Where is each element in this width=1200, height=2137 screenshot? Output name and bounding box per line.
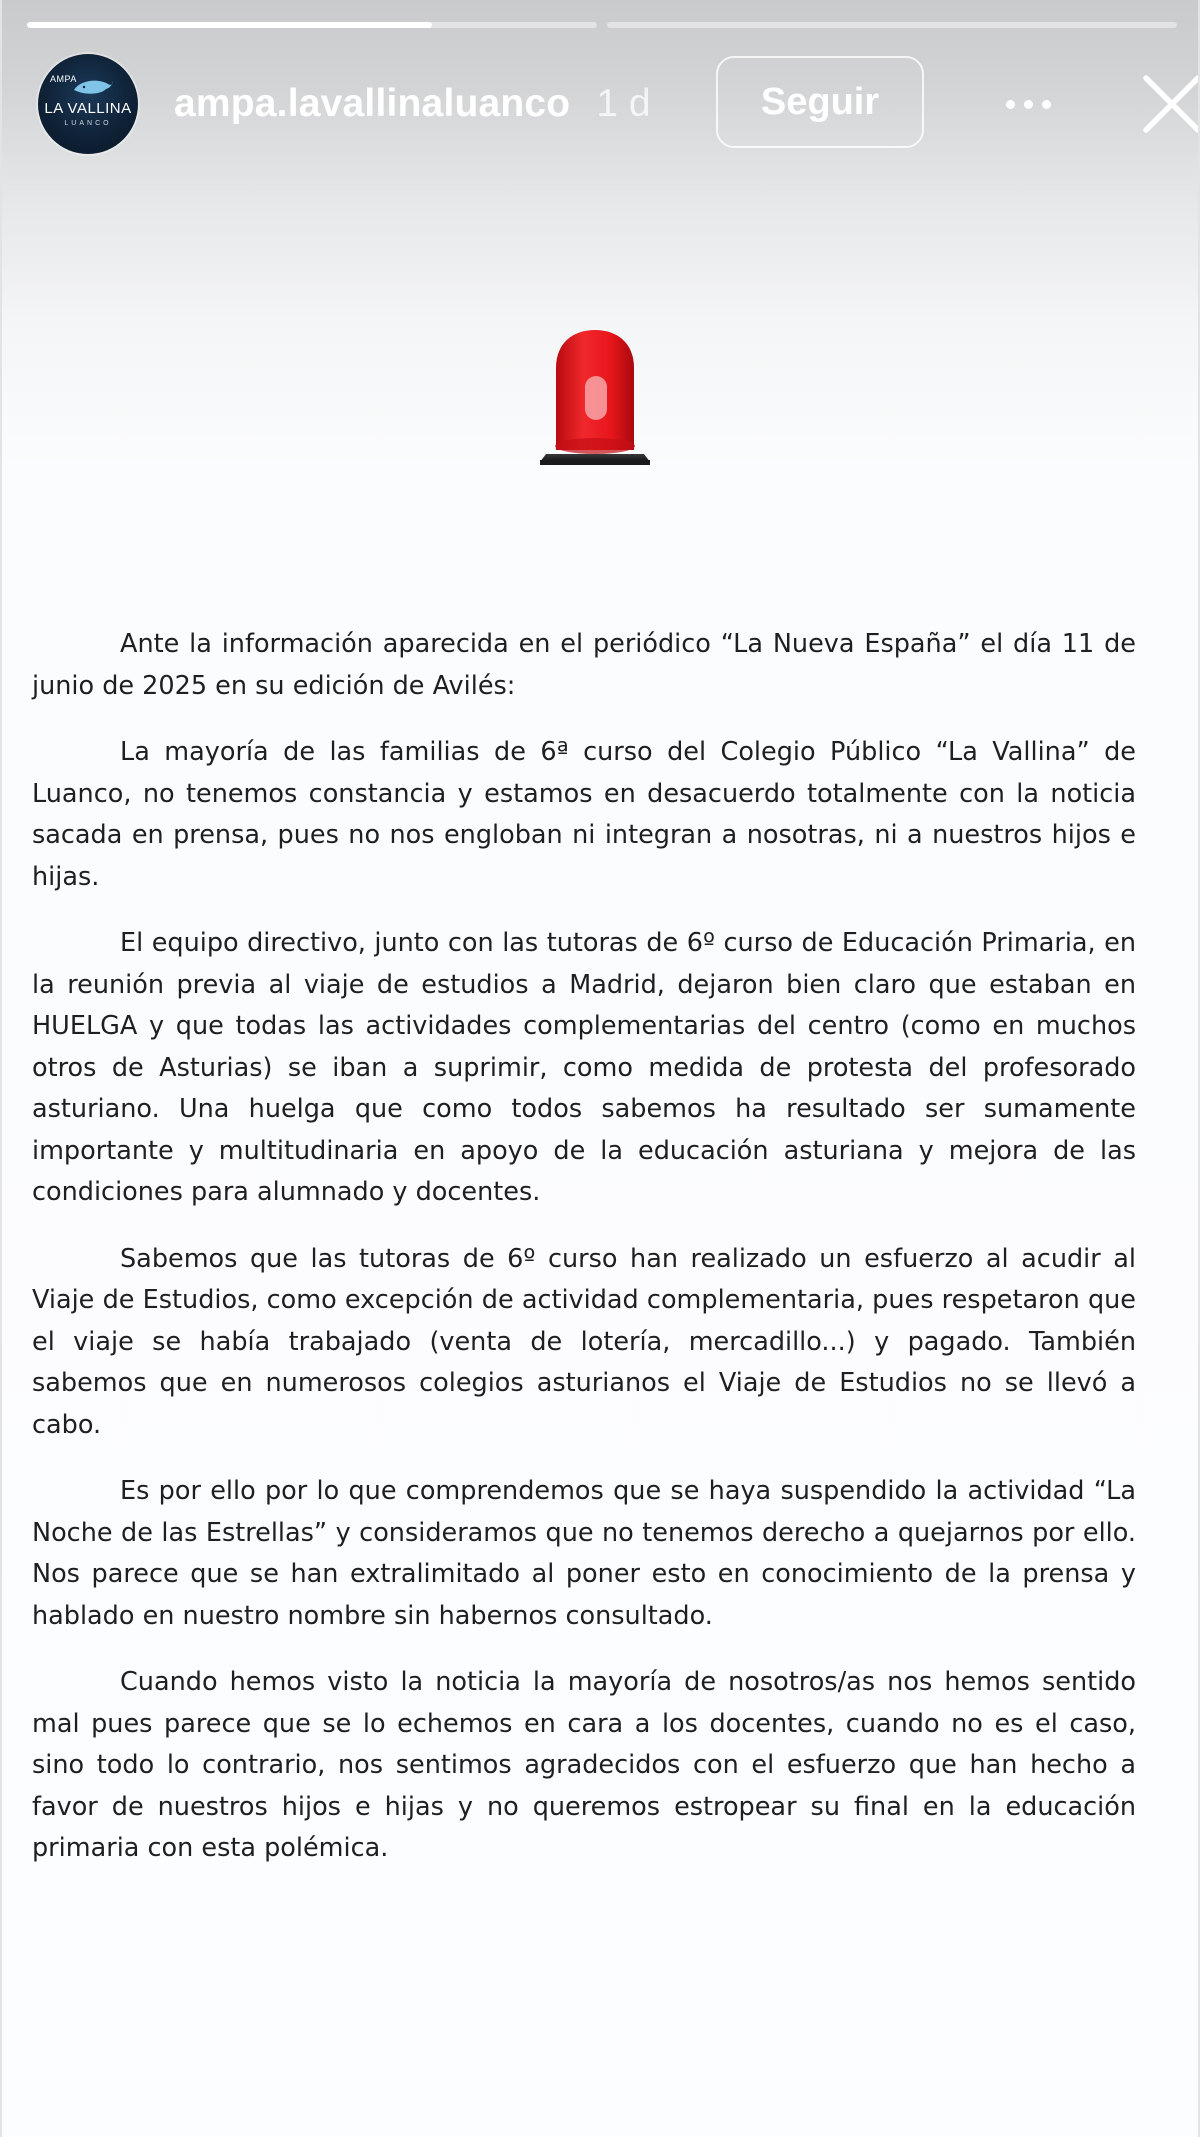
avatar-town-text: LUANCO — [64, 120, 112, 127]
avatar-ampa-text: AMPA — [50, 74, 77, 84]
progress-fill-1 — [27, 22, 432, 28]
follow-button[interactable]: Seguir — [716, 56, 924, 148]
paragraph-1: Ante la información aparecida en el periódico “La Nueva España” el día 11 de junio de 2025 en su edición de Avilés: — [32, 629, 1136, 701]
close-icon[interactable] — [1138, 70, 1200, 138]
paragraph-3: El equipo directivo, junto con las tutoras de 6º curso de Educación Primaria, en la reunión previa al viaje de estudios a Madrid, dejaron bien claro que estaban en HUELGA y que todas las actividades complementarias del centro (como en muchos otros de Asturias) se iban a suprimir, como medida de protesta del profesorado asturiano. Una huelga que como todos sabemos ha resultado ser sumamente importante y multitudinaria en apoyo de la educación asturiana y mejora de las condiciones para alumnado y docentes. — [32, 928, 1136, 1207]
avatar-brand-text: LA VALLINA — [44, 100, 132, 117]
story-header — [38, 54, 1176, 154]
paragraph-6: Cuando hemos visto la noticia la mayoría de nosotros/as nos hemos sentido mal pues parece que se lo echemos en cara a los docentes, cuando no es el caso, sino todo lo contrario, nos sentimos agradecidos con el esfuerzo que han hecho a favor de nuestros hijos e hijas y no queremos estropear su final en la educación primaria con esta polémica. — [32, 1667, 1136, 1863]
paragraph-2: La mayoría de las familias de 6ª curso del Colegio Público “La Vallina” de Luanco, no tenemos constancia y estamos en desacuerdo totalmente con la noticia sacada en prensa, pues no nos engloban ni integran a nosotras, ni a nuestros hijos e hijas. — [32, 737, 1136, 892]
more-options-button[interactable] — [988, 74, 1068, 134]
timestamp: 1 d — [596, 82, 651, 125]
statement-document — [32, 624, 1136, 1895]
username[interactable]: ampa.lavallinaluanco — [174, 82, 571, 125]
whale-logo-icon — [72, 76, 114, 98]
paragraph-5: Es por ello por lo que comprendemos que se haya suspendido la actividad “La Noche de las Estrellas” y consideramos que no tenemos derecho a quejarnos por ello. Nos parece que se han extralimitado al poner esto en conocimiento de la prensa y hablado en nuestro nombre sin habernos consultado. — [32, 1476, 1136, 1631]
story-progress — [27, 22, 1177, 28]
progress-segment-1 — [27, 22, 597, 28]
more-horizontal-icon — [1006, 100, 1015, 109]
paragraph-4: Sabemos que las tutoras de 6º curso han realizado un esfuerzo al acudir al Viaje de Estudios, como excepción de actividad complementaria, pues respetaron que el viaje se había trabajado (venta de lotería, mercadillo...) y pagado. También sabemos que en numerosos colegios asturianos el Viaje de Estudios no se llevó a cabo. — [32, 1243, 1136, 1440]
more-dot — [1042, 100, 1051, 109]
more-dot — [1024, 100, 1033, 109]
progress-segment-2 — [607, 22, 1177, 28]
avatar[interactable] — [38, 54, 138, 154]
police-siren-icon — [538, 326, 652, 466]
